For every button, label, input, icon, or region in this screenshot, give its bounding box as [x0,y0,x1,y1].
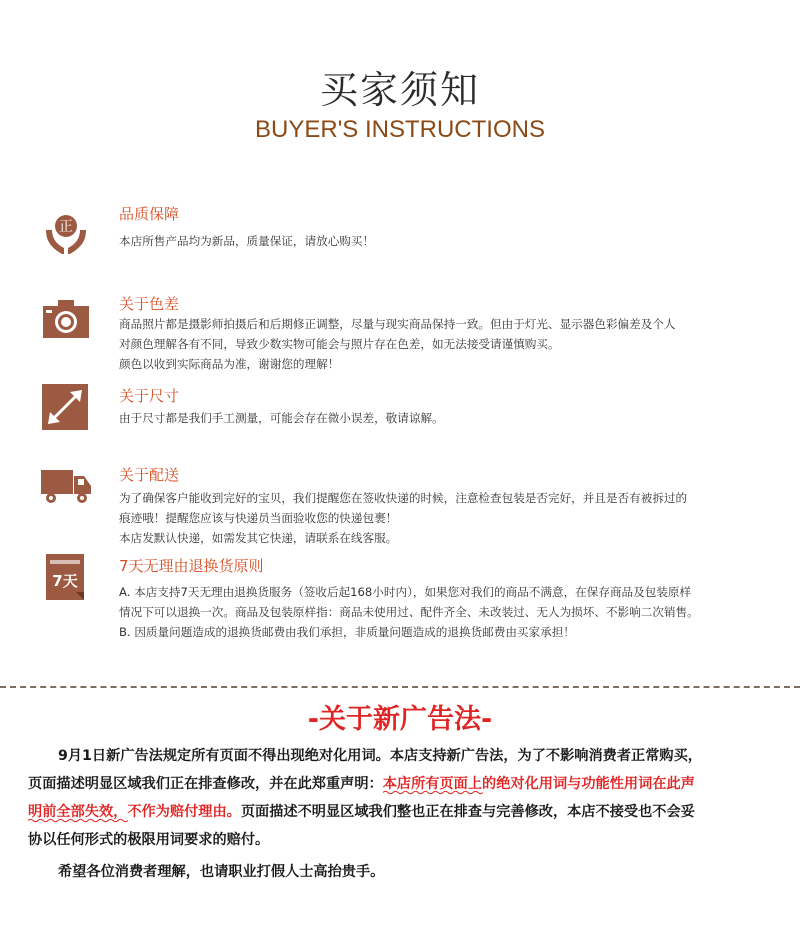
section-title: 7天无理由退换货原则 [119,557,264,575]
section-line: 为了确保客户能收到完好的宝贝，我们提醒您在签收快递的时候，注意检查包装是否完好，并且是否有被拆过的 [119,491,688,505]
section-title: 关于尺寸 [119,387,180,405]
ad-highlight-segment: 明前全部失效，不作为赔付理由。 [28,804,241,820]
section-line: 本店发默认快递，如需发其它快递，请联系在线客服。 [119,531,398,545]
section-line: 本店所售产品均为新品，质量保证，请放心购买！ [119,234,375,248]
section-line: 对颜色理解各有不同，导致少数实物可能会与照片存在色差，如无法接受请谨慎购买。 [119,337,560,351]
ad-highlight-segment: 本店所有页面上的绝对化用词与功能性用词在此声 [382,776,695,792]
hands-badge-icon [40,208,92,260]
ad-line [28,798,788,826]
camera-icon [40,294,92,346]
section-text [119,231,789,251]
section-line: 颜色以收到实际商品为准，谢谢您的理解！ [119,357,340,371]
ad-highlight-text [28,804,241,820]
delivery-truck-icon [40,462,92,514]
section-title: 品质保障 [119,205,180,223]
section-line: 情况下可以退换一次。商品及包装原样指：商品未使用过、配件齐全、未改装过、无人为损坏、不影响二次销售。 [119,605,699,619]
ad-line: 希望各位消费者理解，也请职业打假人士高抬贵手。 [58,864,385,880]
section-line: B. 因质量问题造成的退换货邮费由我们承担，非质量问题造成的退换货邮费由买家承担！ [119,625,575,639]
section-text [119,408,789,428]
section-title: 关于配送 [119,466,180,484]
page-title: 买家须知 [319,68,480,112]
section-text [119,582,789,642]
section-text [119,488,789,548]
wavy-underline [383,790,483,795]
ad-line: 协以任何形式的极限用词要求的赔付。 [28,832,270,848]
resize-arrow-icon [40,382,92,434]
section-text [119,314,789,374]
quality-icon-glyph: 正 [59,219,73,235]
returns-icon-glyph: 7天 [52,572,78,590]
section-line: 痕迹哦！提醒您应该与快递员当面验收您的快递包裹！ [119,511,398,525]
section-line: A. 本店支持7天无理由退换货服务（签收后起168小时内），如果您对我们的商品不满意，在保存商品及包装原样 [119,585,692,599]
ad-notice-title: -关于新广告法- [307,704,493,735]
section-line: 商品照片都是摄影师拍摄后和后期修正调整，尽量与现实商品保持一致。但由于灯光、显示器色彩偏差及个人 [119,317,676,331]
page-subtitle: BUYER'S INSTRUCTIONS [255,116,545,143]
ad-highlight-text [383,776,695,792]
ad-line [28,770,788,798]
dashed-divider [0,686,800,688]
wavy-underline [28,818,128,823]
ad-notice-body [28,742,788,886]
ad-line-text: 页面描述不明显区域我们整也正在排查与完善修改，本店不接受也不会妥 [240,804,695,820]
section-line: 由于尺寸都是我们手工测量，可能会存在微小误差，敬请谅解。 [119,411,444,425]
calendar-7day-icon [40,552,92,604]
ad-line: 9月1日新广告法规定所有页面不得出现绝对化用词。本店支持新广告法，为了不影响消费者正常购买， [58,748,702,764]
ad-line-text: 页面描述明显区域我们正在排查修改，并在此郑重声明： [28,776,383,792]
section-title: 关于色差 [119,295,180,313]
